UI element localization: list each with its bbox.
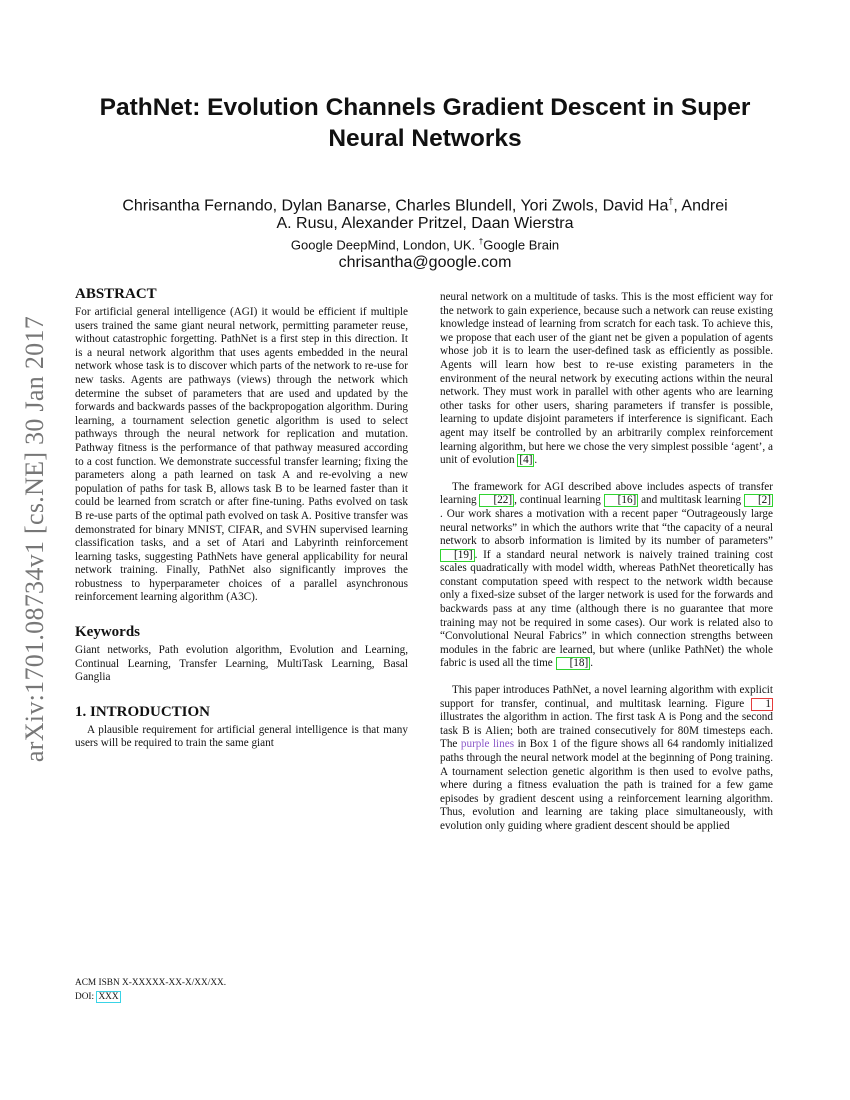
acm-isbn: ACM ISBN X-XXXXX-XX-X/XX/XX.: [75, 978, 227, 988]
affiliation-deepmind: Google DeepMind, London, UK.: [290, 237, 479, 253]
purple-lines-text: purple lines: [460, 738, 515, 751]
authors-line-1-end: , Andrei: [673, 197, 728, 215]
author-email: chrisantha@google.com: [338, 253, 512, 271]
intro-p1-text: neural network on a multitude of tasks. This is the most efficient way for the network to gain experience, because such a network can reuse existing knowledge instead of learning from scratch for each task. To achieve this, we propose that each user of the giant net be given a population of agents whose job it is to learn the user-defined task as efficiently as possible. Agents will learn how best to re-use existing parameters in the environment of the neural network by executing actions within the neural network. They must work in parallel with other agents who are learning other tasks for other users, sharing parameters if transfer is possible, learning to update disjoint parameters if interference is significant. Each agent may itself be controlled by an arbitrarily complex reinforcement learning algorithm, but here we chose the very simplest possible ‘agent’, a unit of evolution: [440, 291, 773, 467]
citation-link[interactable]: [16]: [604, 494, 639, 507]
intro-p2-f: .: [590, 657, 594, 670]
doi-link[interactable]: XXX: [98, 992, 119, 1002]
abstract-text: For artificial general intelligence (AGI) it would be efficient if multiple users trained the same giant neural network, permitting parameter reuse, without catastrophic forgetting. PathNet is a first step in this direction. It is a neural network algorithm that uses agents embedded in the neural network whose task is to discover which parts of the network to re-use for new tasks. Agents are pathways (views) through the network which determine the subset of parameters that are used and updated by the forwards and backwards passes of the backpropogation algorithm. During learning, a tournament selection genetic algorithm is used to select pathways through the neural network for replication and mutation. Pathway fitness is the performance of that pathway measured according to a cost function. We demonstrate successful transfer learning; fixing the parameters along a path learned on task A and re-evolving a new population of paths for task B, allows task B to be learned faster than it could be learned from scratch or after fine-tuning. Paths evolved on task B re-use parts of the optimal path evolved on task A. Positive transfer was demonstrated for binary MNIST, CIFAR, and SVHN supervised learning classification tasks, and a set of Atari and Labyrinth reinforcement learning tasks, suggesting PathNets have general applicability for neural network training. Finally, PathNet also significantly improves the robustness to hyperparameter choices of a parallel asynchronous reinforcement learning algorithm (A3C).: [75, 306, 408, 604]
keywords-heading: Keywords: [75, 624, 140, 641]
citation-link[interactable]: [22]: [479, 494, 514, 507]
keywords-text: Giant networks, Path evolution algorithm, Evolution and Learning, Continual Learning, Transfer Learning, MultiTask Learning, Basal Ganglia: [75, 644, 408, 684]
dagger-mark: †: [668, 196, 674, 206]
affiliation: [60, 234, 790, 252]
paper-title: PathNet: Evolution Channels Gradient Descent in Super Neural Networks: [99, 94, 751, 152]
abstract-heading: ABSTRACT: [75, 286, 157, 302]
doi-line: [75, 990, 226, 1004]
arxiv-identifier-text: arXiv:1701.08734v1 [cs.NE] 30 Jan 2017: [20, 315, 49, 763]
intro-p2-d: . Our work shares a motivation with a recent paper “Outrageously large neural networks” in which the authors write that “the capacity of a neural network to absorb information is limited by its number of parameters”: [440, 507, 773, 548]
author-list: [95, 192, 755, 233]
dagger-mark-2: †: [478, 237, 484, 247]
intro-paragraph-2: [440, 481, 773, 671]
title-block: [60, 92, 790, 272]
intro-p2-a: The framework for AGI described above includes aspects of transfer learning: [440, 480, 773, 507]
right-column: [440, 291, 773, 834]
footnote: [75, 976, 226, 1004]
introduction-text: A plausible requirement for artificial general intelligence is that many users will be required to train the same giant: [75, 723, 408, 750]
affiliation-google-brain: Google Brain: [483, 237, 560, 253]
intro-p3-a: This paper introduces PathNet, a novel learning algorithm with explicit support for transfer, continual, and multitask learning. Figure: [440, 684, 773, 710]
citation-link[interactable]: [2]: [744, 494, 773, 507]
citation-link[interactable]: [4]: [519, 454, 533, 467]
citation-link[interactable]: [19]: [440, 549, 475, 562]
citation-link[interactable]: [18]: [556, 657, 591, 670]
authors-line-2: A. Rusu, Alexander Pritzel, Daan Wierstra: [276, 215, 574, 233]
arxiv-identifier-stamp: [14, 298, 56, 780]
intro-p3-c: in Box 1 of the figure shows all 64 randomly initialized paths through the neural network model at the beginning of Pong training. A tournament selection genetic algorithm is then used to evolve paths, where during a fitness evaluation the path is trained for a few game episodes by gradient descent using a reinforcement learning algorithm. Thus, evolution and learning are taking place simultaneously, with evolution only guiding where gradient descent should be applied: [440, 738, 773, 832]
authors-line-1: Chrisantha Fernando, Dylan Banarse, Charles Blundell, Yori Zwols, David Ha: [122, 197, 669, 215]
introduction-heading: 1. INTRODUCTION: [75, 703, 211, 720]
intro-paragraph-3: [440, 684, 773, 834]
intro-p2-c: and multitask learning: [638, 494, 744, 507]
doi-label: DOI:: [75, 992, 97, 1002]
intro-paragraph-1: [440, 291, 773, 468]
left-column: [75, 286, 408, 751]
intro-p1-end: .: [534, 454, 538, 467]
figure-reference-link[interactable]: 1: [751, 698, 773, 711]
intro-p3-b: illustrates the algorithm in action. The first task A is Pong and the second task B is Alien; both are trained consecutively for 80M timesteps each. The: [440, 711, 773, 751]
intro-p2-b: , continual learning: [514, 494, 604, 507]
intro-p2-e: . If a standard neural network is naively trained training cost scales quadratically with model width, whereas PathNet theoretically has constant computation speed with respect to the network width because only a fixed-size subset of the larger network is used for the forwards and backwards pass at any time (although there is no guarantee that more training may not be required in some cases). Our work is related also to “Convolutional Neural Fabrics” in which connection strengths between modules in the fabric are learned, but where (unlike PathNet) the whole fabric is used all the time: [440, 548, 773, 670]
